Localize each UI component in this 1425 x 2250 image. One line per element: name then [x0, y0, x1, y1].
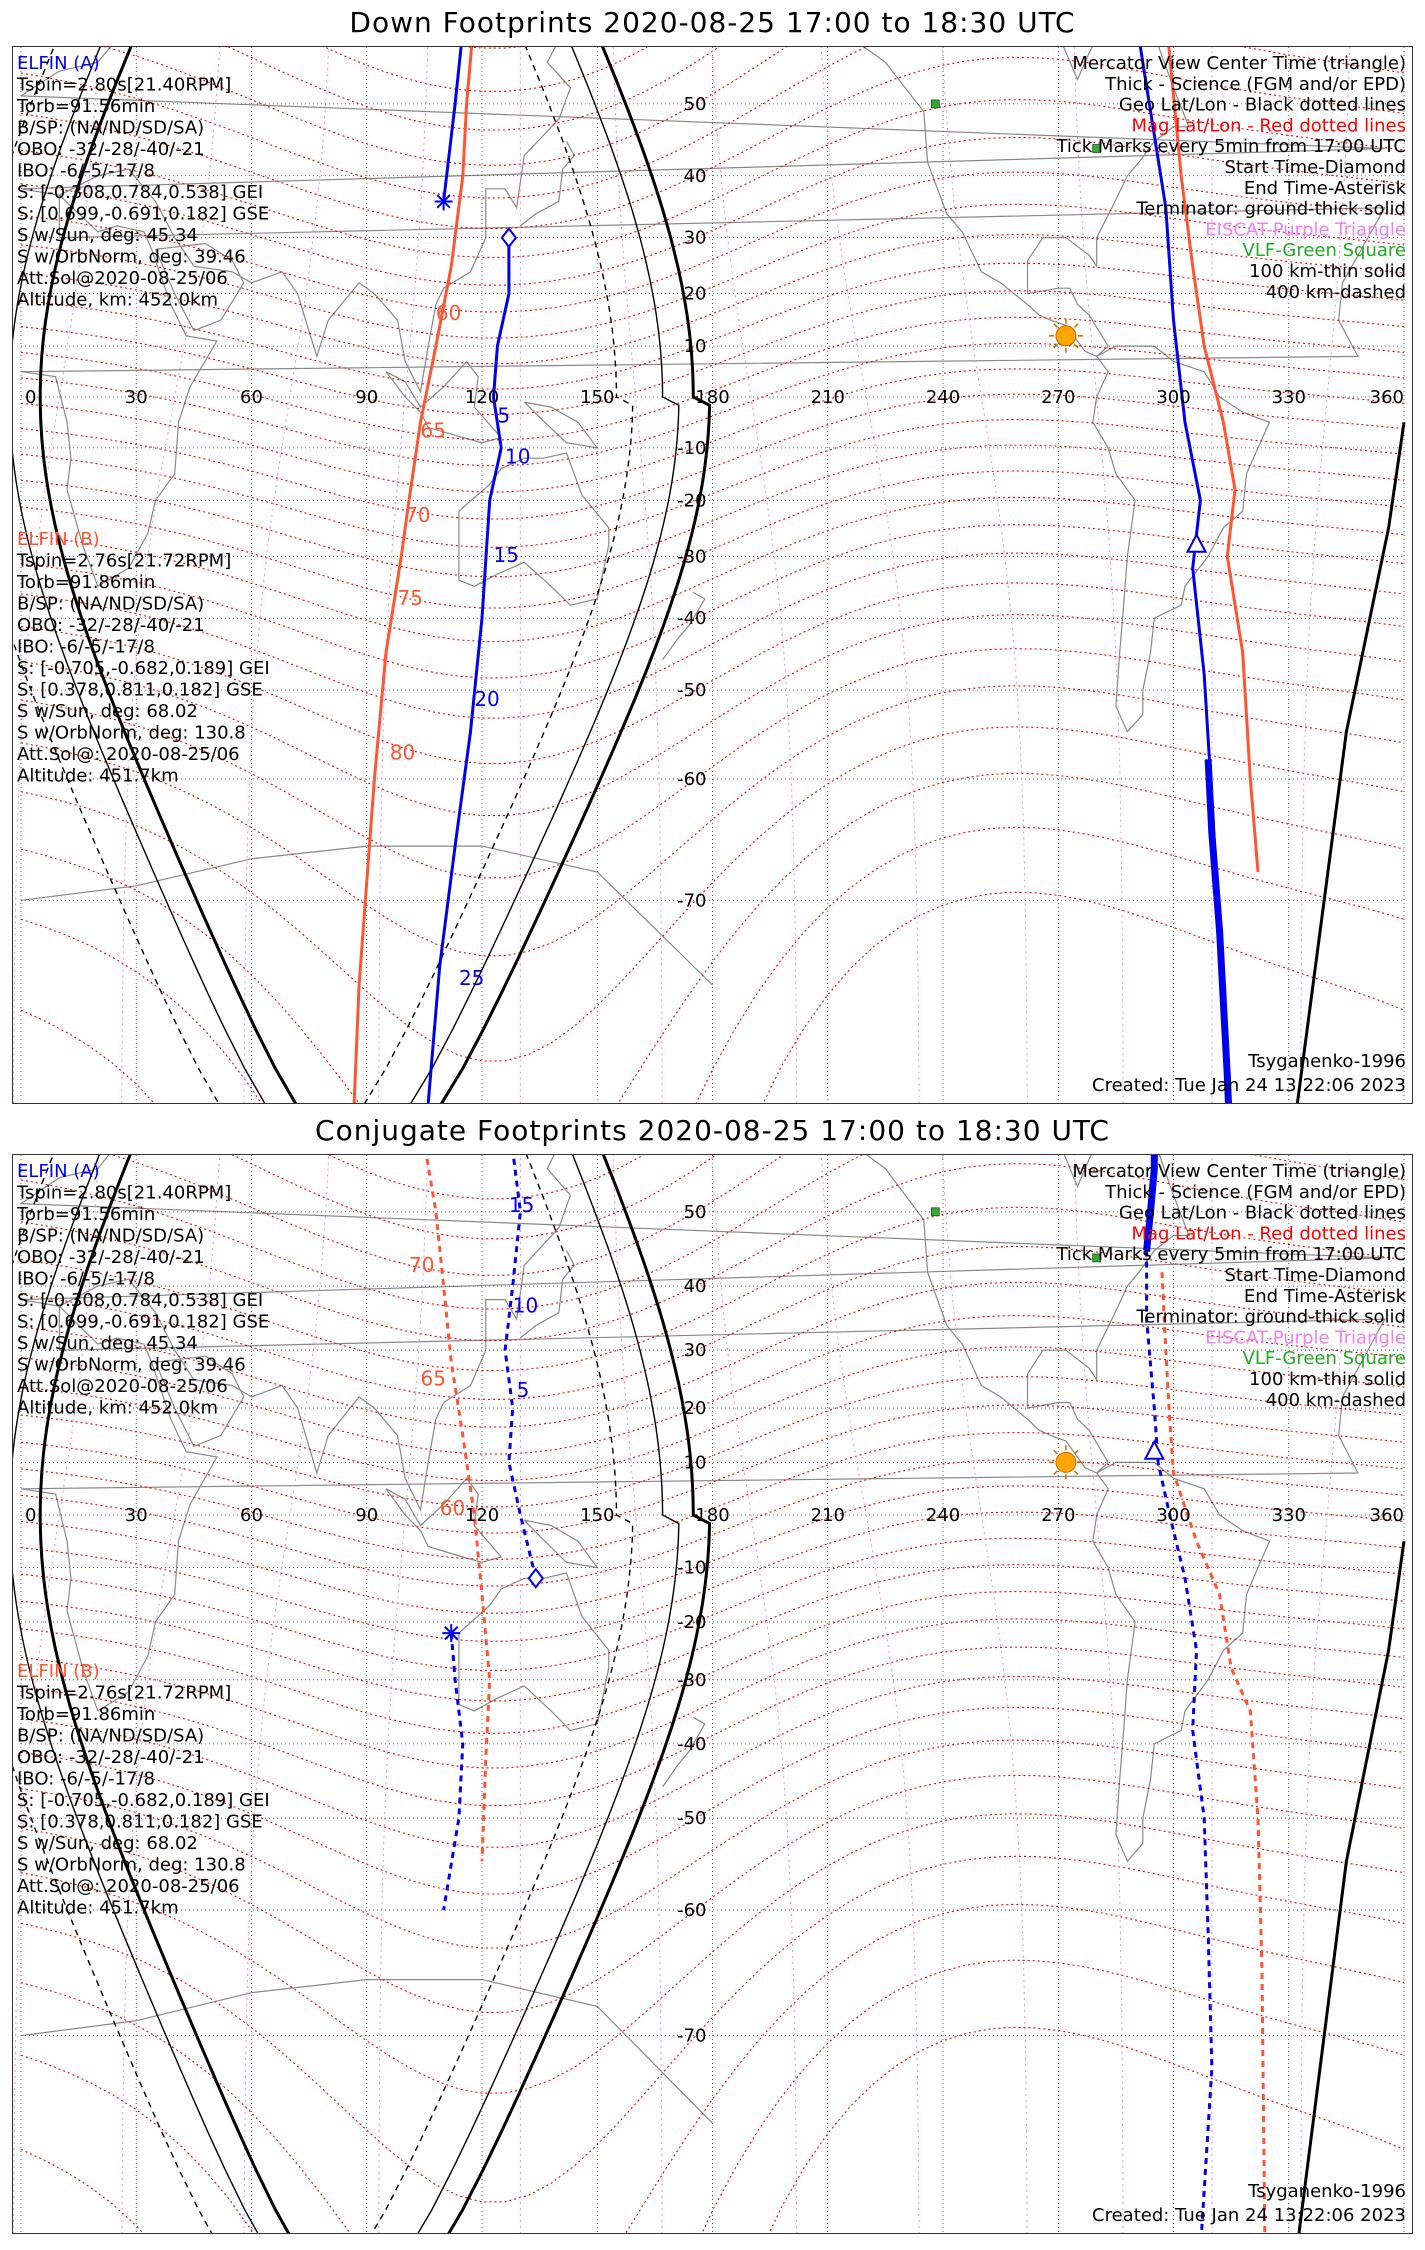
mag-lon-line	[705, 47, 797, 1103]
elfin-b-info-line: S: [-0.705,-0.682,0.189] GEI	[17, 1790, 270, 1811]
legend-entry: 400 km-dashed	[1265, 281, 1406, 303]
lon-tick-label: 30	[124, 1505, 148, 1526]
track-time-label: 5	[516, 1377, 530, 1402]
sun-icon	[1056, 1452, 1076, 1472]
elfin-b-info-line: OBO: -32/-28/-40/-21	[17, 615, 205, 636]
mag-lon-line	[936, 1155, 1028, 2233]
lat-tick-label: -10	[677, 437, 707, 459]
sun-ray	[1074, 324, 1078, 328]
lat-tick-label: -30	[677, 546, 707, 568]
legend-entry: End Time-Asterisk	[1243, 1285, 1406, 1307]
created-timestamp: Created: Tue Jan 24 13:22:06 2023	[1092, 1075, 1406, 1096]
lat-tick-label: 10	[683, 336, 707, 358]
elfin-b-info-line: IBO: -6/-5/-17/8	[17, 636, 155, 658]
sun-icon	[1056, 326, 1076, 346]
lon-tick-label: 120	[464, 387, 500, 408]
track-time-label: 60	[435, 301, 462, 326]
lat-tick-label: 20	[683, 1398, 707, 1420]
lon-tick-label: 120	[464, 1505, 500, 1526]
legend-entry: Geo Lat/Lon - Black dotted lines	[1118, 94, 1406, 116]
lon-tick-label: 330	[1271, 1505, 1306, 1526]
legend-entry: Mag Lat/Lon - Red dotted lines	[1131, 115, 1406, 137]
coastline	[751, 47, 1097, 356]
track-time-label: 70	[409, 1253, 435, 1278]
coastline	[524, 402, 597, 448]
sun-ray	[1054, 1471, 1058, 1475]
elfin-a-info-line: IBO: -6/-5/-17/8	[17, 1268, 155, 1290]
elfin-a-info-line: S w/OrbNorm, deg: 39.46	[17, 1354, 246, 1376]
mag-lat-line	[21, 1647, 1404, 1806]
elfin-a-info-line: Altitude, km: 452.0km	[17, 1397, 219, 1419]
elfin-b-info-line: OBO: -32/-28/-40/-21	[17, 1747, 205, 1768]
lon-tick-label: 330	[1271, 387, 1306, 408]
elfin-b-info-line: B/SP: (NA/ND/SD/SA)	[17, 1725, 205, 1747]
coastline	[751, 1155, 1097, 1473]
lon-tick-label: 360	[1369, 1505, 1404, 1526]
elfin-a-science	[1208, 759, 1231, 1103]
legend-entry: VLF-Green Square	[1242, 240, 1406, 262]
elfin-a-info-line: S: [-0.308,0.784,0.538] GEI	[17, 1290, 264, 1311]
mag-lon-line	[379, 47, 432, 1103]
mag-lon-line	[609, 47, 662, 1103]
mag-lon-line	[1070, 1155, 1123, 2233]
lon-tick-label: 210	[810, 387, 845, 408]
elfin-a-header: ELFIN (A)	[17, 53, 100, 74]
lon-tick-label: 300	[1156, 1505, 1191, 1526]
elfin-a-header: ELFIN (A)	[17, 1161, 100, 1182]
elfin-b-info-line: Altitude: 451.7km	[17, 1897, 179, 1919]
center-triangle-marker	[1145, 1442, 1163, 1459]
elfin-a-info-line: OBO: -32/-28/-40/-21	[17, 139, 205, 160]
elfin-a-info-line: Att.Sol@2020-08-25/06	[17, 1376, 228, 1397]
legend-entry: Tick Marks every 5min from 17:00 UTC	[1056, 1244, 1406, 1266]
track-time-label: 25	[458, 966, 485, 991]
track-time-label: 5	[497, 403, 511, 428]
elfin-a-info-line: S w/Sun, deg: 45.34	[17, 225, 198, 246]
lon-tick-label: 240	[925, 387, 961, 408]
elfin-b-info-line: IBO: -6/-5/-17/8	[17, 1768, 155, 1790]
lon-tick-label: 180	[695, 387, 730, 408]
track-time-label: 15	[508, 1192, 535, 1217]
elfin-b-info-line: Torb=91.86min	[17, 572, 156, 593]
lat-tick-label: -60	[677, 1900, 707, 1922]
legend-entry: Tick Marks every 5min from 17:00 UTC	[1056, 136, 1406, 158]
legend-entry: 100 km-thin solid	[1249, 1369, 1406, 1390]
legend-entry: Geo Lat/Lon - Black dotted lines	[1118, 1202, 1406, 1224]
legend-entry: EISCAT-Purple Triangle	[1205, 1327, 1406, 1349]
mag-lat-line	[21, 827, 1404, 1103]
map-panel-conjugate	[12, 1154, 1413, 2234]
created-timestamp: Created: Tue Jan 24 13:22:06 2023	[1092, 2205, 1406, 2226]
model-label: Tsyganenko-1996	[1248, 2181, 1406, 2202]
elfin-b-info-line: S w/OrbNorm, deg: 130.8	[17, 722, 246, 744]
lat-tick-label: -70	[677, 2025, 707, 2047]
elfin-b-info-line: Tspin=2.76s[21.72RPM]	[17, 1682, 232, 1704]
lon-tick-label: 210	[810, 1505, 845, 1526]
legend-entry: Thick - Science (FGM and/or EPD)	[1105, 73, 1406, 95]
lon-tick-label: 300	[1156, 387, 1191, 408]
vlf-station-marker	[931, 100, 939, 108]
lat-tick-label: 50	[683, 93, 707, 115]
elfin-a-info-line: Att.Sol@2020-08-25/06	[17, 268, 228, 289]
lat-tick-label: 40	[683, 1276, 707, 1298]
elfin-a-info-line: Torb=91.56min	[17, 96, 156, 117]
legend-entry: Thick - Science (FGM and/or EPD)	[1105, 1181, 1406, 1203]
elfin-b-info-line: S: [-0.705,-0.682,0.189] GEI	[17, 658, 270, 679]
mag-lat-line	[21, 263, 1404, 389]
elfin-b-info-line: Torb=91.86min	[17, 1704, 156, 1725]
elfin-a-info-line: IBO: -6/-5/-17/8	[17, 160, 155, 182]
legend-entry: End Time-Asterisk	[1243, 177, 1406, 199]
mag-lat-line	[21, 2027, 1404, 2233]
mag-lon-line	[1070, 47, 1123, 1103]
elfin-b-info-line: S: [0.378,0.811,0.182] GSE	[17, 679, 263, 701]
elfin-b-track	[1162, 1272, 1266, 2233]
track-time-label: 70	[405, 503, 431, 528]
elfin-b-header: ELFIN (B)	[17, 1661, 100, 1682]
lat-tick-label: -30	[677, 1669, 707, 1691]
lat-tick-label: 20	[683, 283, 707, 305]
lon-tick-label: 30	[124, 387, 148, 408]
elfin-a-track	[1147, 1251, 1212, 2233]
lat-tick-label: -40	[677, 608, 707, 630]
lon-tick-label: 60	[240, 1505, 263, 1526]
mag-lat-line	[21, 394, 1404, 519]
lat-tick-label: -20	[677, 490, 707, 512]
lat-tick-label: -10	[677, 1557, 707, 1579]
lat-tick-label: -20	[677, 1611, 707, 1633]
lon-tick-label: 90	[355, 1505, 379, 1526]
track-time-label: 65	[420, 1366, 446, 1391]
coastline	[520, 141, 574, 226]
elfin-a-info-line: S w/OrbNorm, deg: 39.46	[17, 246, 246, 268]
mag-lon-line	[810, 47, 919, 1103]
panel-title-down: Down Footprints 2020-08-25 17:00 to 18:30 UTC	[349, 6, 1076, 39]
elfin-a-info-line: S w/Sun, deg: 45.34	[17, 1333, 198, 1354]
elfin-a-info-line: Torb=91.56min	[17, 1204, 156, 1225]
elfin-a-info-line: OBO: -32/-28/-40/-21	[17, 1247, 205, 1268]
track-time-label: 10	[505, 444, 531, 469]
track-time-label: 80	[389, 740, 416, 765]
coastline	[459, 453, 609, 605]
elfin-a-info-line: B/SP: (NA/ND/SD/SA)	[17, 1225, 205, 1247]
sun-ray	[1074, 1450, 1078, 1454]
lon-tick-label: 240	[925, 1505, 961, 1526]
track-time-label: 65	[420, 418, 446, 443]
mag-lon-line	[609, 1155, 662, 2233]
elfin-b-info-line: Att.Sol@: 2020-08-25/06	[17, 744, 240, 765]
track-time-label: 20	[474, 687, 500, 712]
lat-tick-label: -40	[677, 1733, 707, 1755]
footprint-map-down	[13, 47, 1412, 1103]
sun-ray	[1054, 324, 1058, 328]
map-panel-down	[12, 46, 1413, 1104]
lon-tick-label: 0	[25, 387, 37, 408]
elfin-a-info-line: Altitude, km: 452.0km	[17, 289, 219, 311]
lat-tick-label: -70	[677, 890, 707, 912]
start-diamond-marker	[502, 229, 516, 247]
lat-tick-label: 30	[683, 227, 707, 249]
model-label: Tsyganenko-1996	[1248, 1051, 1406, 1072]
lon-tick-label: 0	[25, 1505, 37, 1526]
lon-tick-label: 150	[580, 1505, 615, 1526]
legend-entry: Mag Lat/Lon - Red dotted lines	[1131, 1223, 1406, 1245]
elfin-b-track	[351, 47, 493, 1103]
elfin-b-info-line: S w/Sun, deg: 68.02	[17, 1833, 198, 1854]
track-time-label: 15	[493, 543, 519, 568]
elfin-b-info-line: S w/Sun, deg: 68.02	[17, 701, 198, 722]
elfin-b-info-line: Altitude: 451.7km	[17, 765, 179, 787]
lon-tick-label: 270	[1041, 387, 1076, 408]
legend-entry: VLF-Green Square	[1242, 1348, 1406, 1370]
elfin-a-info-line: Tspin=2.80s[21.40RPM]	[17, 74, 232, 96]
mag-lat-line	[21, 773, 1404, 1103]
lat-tick-label: 10	[683, 1452, 707, 1474]
elfin-b-info-line: Att.Sol@: 2020-08-25/06	[17, 1876, 240, 1897]
start-diamond-marker	[529, 1569, 543, 1587]
sun-ray	[1074, 1471, 1078, 1475]
terminator	[336, 47, 679, 1103]
sun-ray	[1054, 1450, 1058, 1454]
lon-tick-label: 150	[580, 387, 615, 408]
mag-lat-line	[21, 1856, 1404, 2202]
panel-title-conjugate: Conjugate Footprints 2020-08-25 17:00 to 18:30 UTC	[315, 1114, 1110, 1147]
legend-entry: Start Time-Diamond	[1224, 1265, 1406, 1286]
lat-tick-label: -60	[677, 768, 707, 790]
elfin-a-info-line: S: [0.699,-0.691,0.182] GSE	[17, 203, 270, 225]
elfin-b-info-line: S: [0.378,0.811,0.182] GSE	[17, 1811, 263, 1833]
lat-tick-label: 50	[683, 1201, 707, 1223]
track-time-label: 60	[439, 1496, 466, 1520]
elfin-b-header: ELFIN (B)	[17, 529, 100, 550]
lat-tick-label: -50	[677, 1808, 707, 1830]
center-triangle-marker	[1188, 535, 1206, 552]
mag-lon-line	[705, 1155, 797, 2233]
legend-entry: Terminator: ground-thick solid	[1136, 1306, 1406, 1328]
legend-entry: 400 km-dashed	[1265, 1389, 1406, 1411]
mag-lon-line	[810, 1155, 919, 2233]
track-time-label: 75	[397, 586, 423, 611]
legend-entry: Mercator View Center Time (triangle)	[1072, 1161, 1406, 1182]
coastline	[524, 1520, 597, 1567]
lat-tick-label: 40	[683, 165, 707, 187]
elfin-a-info-line: S: [-0.308,0.784,0.538] GEI	[17, 182, 264, 203]
elfin-a-track	[444, 1633, 463, 1910]
lat-tick-label: 30	[683, 1340, 707, 1362]
lon-tick-label: 60	[240, 387, 263, 408]
lon-tick-label: 90	[355, 387, 379, 408]
terminator	[1289, 422, 1404, 1103]
legend-entry: Terminator: ground-thick solid	[1136, 198, 1406, 220]
terminator	[1289, 1541, 1404, 2233]
elfin-b-info-line: Tspin=2.76s[21.72RPM]	[17, 550, 232, 572]
vlf-station-marker	[931, 1208, 939, 1216]
elfin-a-info-line: S: [0.699,-0.691,0.182] GSE	[17, 1311, 270, 1333]
elfin-b-info-line: S w/OrbNorm, deg: 130.8	[17, 1854, 246, 1876]
lon-tick-label: 360	[1369, 387, 1404, 408]
legend-entry: Mercator View Center Time (triangle)	[1072, 53, 1406, 74]
legend-entry: 100 km-thin solid	[1249, 261, 1406, 282]
mag-lat-line	[21, 727, 1404, 1061]
lon-tick-label: 270	[1041, 1505, 1076, 1526]
mag-lat-line	[21, 1960, 1404, 2233]
footprint-map-conjugate	[13, 1155, 1412, 2233]
elfin-a-info-line: B/SP: (NA/ND/SD/SA)	[17, 117, 205, 139]
lon-tick-label: 180	[695, 1505, 730, 1526]
legend-entry: EISCAT-Purple Triangle	[1205, 219, 1406, 241]
legend-entry: Start Time-Diamond	[1224, 157, 1406, 178]
terminator	[290, 1155, 633, 2233]
terminator	[367, 1155, 710, 2233]
track-time-label: 10	[512, 1293, 539, 1318]
lat-tick-label: -50	[677, 680, 707, 702]
elfin-b-info-line: B/SP: (NA/ND/SD/SA)	[17, 593, 205, 615]
elfin-a-info-line: Tspin=2.80s[21.40RPM]	[17, 1182, 232, 1204]
